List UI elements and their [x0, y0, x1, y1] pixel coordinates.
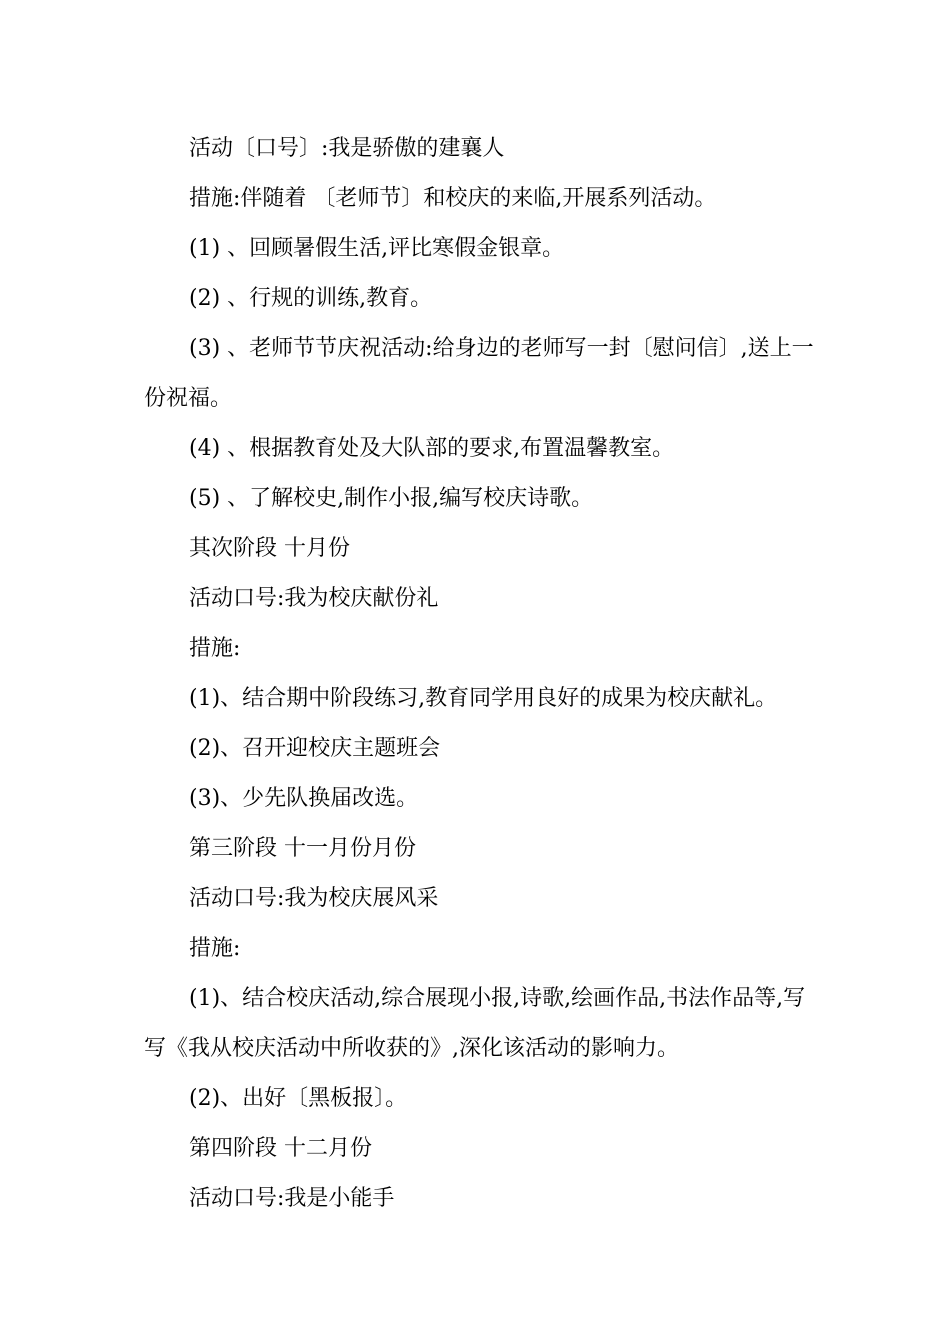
paragraph-measures-2: 措施:: [189, 636, 241, 661]
list-item-1-2: (2) 、行规的训练,教育。: [189, 286, 433, 311]
document-body: [144, 124, 816, 1224]
paragraph-measures-3: 措施:: [189, 936, 241, 961]
list-item-2-1: (1)、结合期中阶段练习,教育同学用良好的成果为校庆献礼。: [189, 686, 778, 711]
list-item-3-1: (1)、结合校庆活动,综合展现小报,诗歌,绘画作品,书法作品等,写写《我从校庆活动中所收获的》,深化该活动的影响力。: [144, 986, 806, 1061]
stage-heading-4: 第四阶段 十二月份: [189, 1136, 372, 1161]
list-item-1-4: (4) 、根据教育处及大队部的要求,布置温馨教室。: [189, 436, 675, 461]
paragraph-slogan-2: 活动口号:我为校庆献份礼: [189, 586, 439, 611]
stage-heading-2: 其次阶段 十月份: [189, 536, 350, 561]
paragraph-slogan-3: 活动口号:我为校庆展风采: [189, 886, 439, 911]
list-item-3-2: (2)、出好〔黑板报〕。: [189, 1086, 408, 1111]
paragraph-slogan-1: 活动〔口号〕:我是骄傲的建襄人: [189, 136, 505, 161]
list-item-1-1: (1) 、回顾暑假生活,评比寒假金银章。: [189, 236, 565, 261]
list-item-2-3: (3)、少先队换届改选。: [189, 786, 419, 811]
paragraph-slogan-4: 活动口号:我是小能手: [189, 1186, 395, 1211]
list-item-1-5: (5) 、了解校史,制作小报,编写校庆诗歌。: [189, 486, 594, 511]
list-item-1-3: (3) 、老师节节庆祝活动:给身边的老师写一封〔慰问信〕,送上一份祝福。: [144, 336, 814, 411]
stage-heading-3: 第三阶段 十一月份月份: [189, 836, 416, 861]
list-item-2-2: (2)、召开迎校庆主题班会: [189, 736, 441, 761]
paragraph-measures-1: 措施:伴随着 〔老师节〕和校庆的来临,开展系列活动。: [189, 186, 717, 211]
